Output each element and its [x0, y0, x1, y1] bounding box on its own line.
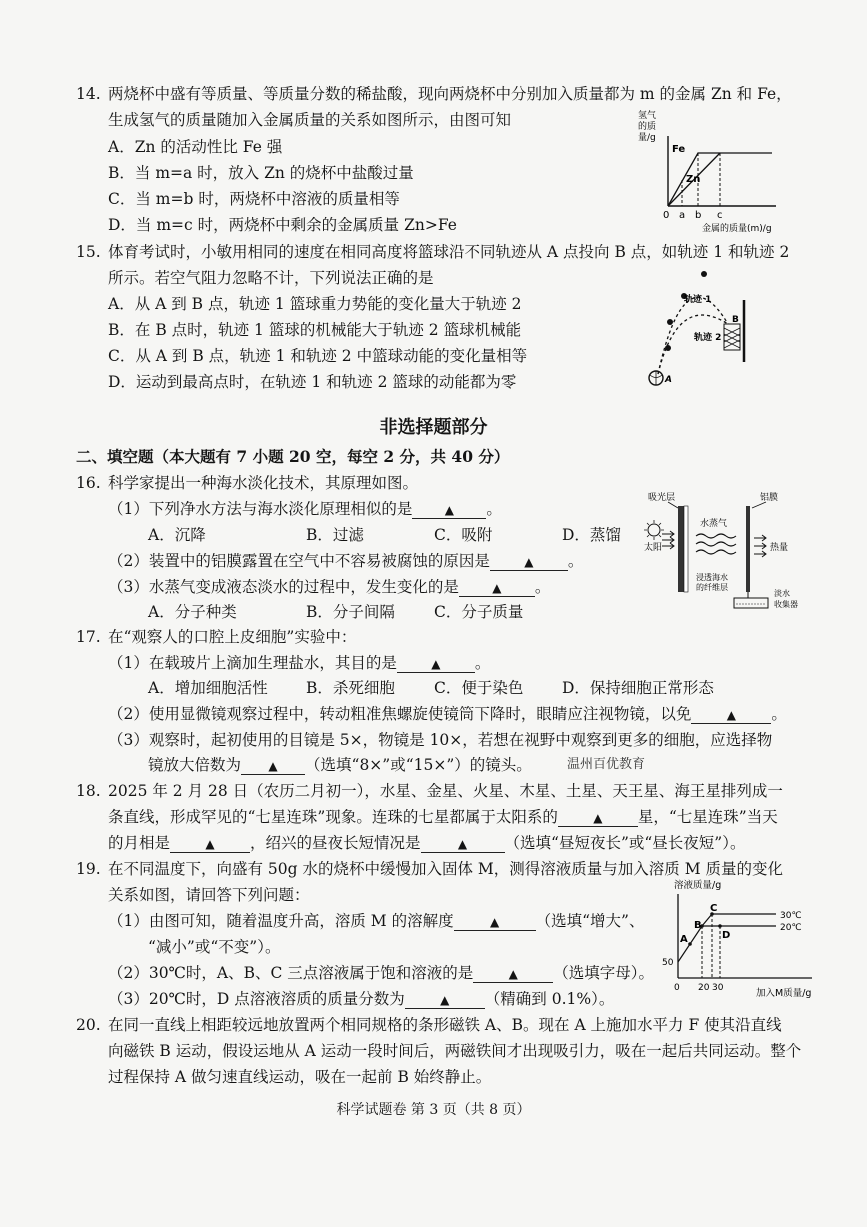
- page-footer: 科学试题卷 第 3 页（共 8 页）: [336, 1102, 531, 1118]
- answer-blank: ▲: [454, 913, 536, 931]
- q14-stem-line1: 两烧杯中盛有等质量、等质量分数的稀盐酸，现向两烧杯中分别加入质量都为 m 的金属 Zn 和 Fe，: [108, 85, 792, 103]
- q15-stem-line1: 体育考试时，小敏用相同的速度在相同高度将篮球沿不同轨迹从 A 点投向 B 点，如轨迹 1 和轨迹 2: [108, 243, 790, 261]
- answer-blank: ▲: [490, 553, 568, 571]
- q17-number: 17.: [76, 628, 101, 646]
- q19-part1-cont: “减小”或“不变”）。: [148, 938, 281, 956]
- answer-blank: ▲: [421, 835, 505, 853]
- q20-number: 20.: [76, 1016, 101, 1034]
- q16-p1-option-b: B．过滤: [306, 526, 364, 544]
- q16-seawater-label-2: 的纤维层: [696, 583, 728, 592]
- q15-track2-label: 轨迹 2: [694, 333, 722, 343]
- q17-stem: 在“观察人的口腔上皮细胞”实验中：: [108, 628, 357, 646]
- q20-line1: 在同一直线上相距较远地放置两个相同规格的条形磁铁 A、B。现在 A 上施加水平力 F 使其沿直线: [108, 1016, 782, 1034]
- q18-line1: 2025 年 2 月 28 日（农历二月初一），水星、金星、火星、木星、土星、天王星、海王星排列成一: [108, 782, 783, 800]
- q14-hydrogen-graph: [630, 108, 790, 236]
- q19-point-b: B: [694, 920, 702, 931]
- q14-fe-label: Fe: [672, 144, 686, 155]
- q17-p1-option-c: C．便于染色: [434, 679, 524, 697]
- q16-p3-option-a: A．分子种类: [148, 603, 237, 621]
- q17-part3-line1: （3）观察时，起初使用的目镜是 5×，物镜是 10×，若想在视野中观察到更多的细胞，应选择物: [108, 731, 773, 749]
- q16-part3: （3）水蒸气变成液态淡水的过程中，发生变化的是 ▲ 。: [108, 578, 551, 596]
- q14-origin: 0: [663, 210, 670, 221]
- q16-p1-option-d: D．蒸馏: [562, 526, 621, 544]
- q14-xlabel: 金属的质量(m)/g: [702, 224, 772, 234]
- q16-p1-option-a: A．沉降: [148, 526, 206, 544]
- q18-line2: 条直线，形成罕见的“七星连珠”现象。连珠的七星都属于太阳系的 ▲ 星，“七星连珠”当天: [108, 808, 778, 826]
- q15-option-c: C．从 A 到 B 点，轨迹 1 和轨迹 2 中篮球动能的变化量相等: [108, 347, 528, 365]
- answer-blank: ▲: [241, 757, 305, 775]
- q14-stem-line2: 生成氢气的质量随加入金属质量的关系如图所示，由图可知: [108, 111, 512, 129]
- q19-x20: 20: [698, 983, 710, 993]
- watermark-text: 温州百优教育: [567, 757, 646, 772]
- q18-line3: 的月相是 ▲ ，绍兴的昼夜长短情况是 ▲ （选填“昼短夜长”或“昼长夜短”）。: [108, 834, 746, 852]
- q16-p3-option-c: C．分子质量: [434, 603, 524, 621]
- answer-blank: ▲: [558, 809, 638, 827]
- q19-point-a: A: [680, 934, 688, 945]
- q19-solution-graph: [644, 878, 824, 1000]
- answer-blank: ▲: [473, 965, 553, 983]
- q15-stem-line2: 所示。若空气阻力忽略不计，下列说法正确的是: [108, 269, 434, 287]
- q19-origin: 0: [674, 983, 680, 993]
- q16-absorb-label: 吸光层: [648, 493, 676, 503]
- q19-line2: 关系如图，请回答下列问题：: [108, 886, 310, 904]
- q14-option-c: C．当 m=b 时，两烧杯中溶液的质量相等: [108, 190, 400, 208]
- q19-line1: 在不同温度下，向盛有 50g 水的烧杯中缓慢加入固体 M，测得溶液质量与加入溶质 M 质量的变化: [108, 860, 784, 878]
- section-heading: 二、填空题（本大题有 7 小题 20 空，每空 2 分，共 40 分）: [76, 447, 510, 466]
- q16-desalination-figure: [640, 490, 815, 620]
- q14-zn-label: Zn: [686, 174, 701, 185]
- q17-part3-line2: 镜放大倍数为 ▲ （选填“8×”或“15×”）的镜头。: [148, 756, 532, 774]
- q15-track1-label: 轨迹 1: [684, 295, 712, 305]
- q16-heat-label: 热量: [770, 543, 789, 553]
- q19-xlabel: 加入M质量/g: [756, 988, 812, 999]
- q16-sun-label: 太阳: [644, 543, 663, 553]
- q19-part3: （3）20℃时，D 点溶液溶质的质量分数为 ▲ （精确到 0.1%）。: [108, 990, 615, 1008]
- q14-option-a: A．Zn 的活动性比 Fe 强: [108, 138, 283, 156]
- q16-p3-option-b: B．分子间隔: [306, 603, 395, 621]
- q15-basketball-figure: [640, 262, 760, 392]
- q15-point-b: B: [732, 315, 739, 325]
- q14-ylabel-1: 氢气: [638, 111, 657, 121]
- q15-point-a: A: [665, 375, 672, 385]
- q16-part1: （1）下列净水方法与海水淡化原理相似的是 ▲ 。: [108, 500, 502, 518]
- q16-stem: 科学家提出一种海水淡化技术，其原理如图。: [108, 474, 419, 492]
- q17-part1: （1）在载玻片上滴加生理盐水，其目的是 ▲ 。: [108, 654, 491, 672]
- answer-blank: ▲: [397, 655, 475, 673]
- q19-x30: 30: [712, 983, 724, 993]
- answer-blank: ▲: [459, 579, 535, 597]
- q19-label-20c: 20℃: [780, 923, 802, 933]
- q18-number: 18.: [76, 782, 101, 800]
- q19-point-d: D: [722, 930, 731, 941]
- answer-blank: ▲: [170, 835, 250, 853]
- q16-p1-option-c: C．吸附: [434, 526, 493, 544]
- q16-seawater-label-1: 浸透海水: [696, 573, 728, 582]
- q20-line3: 过程保持 A 做匀速直线运动，吸在一起前 B 始终静止。: [108, 1068, 492, 1086]
- answer-blank: ▲: [405, 991, 485, 1009]
- q14-option-b: B．当 m=a 时，放入 Zn 的烧杯中盐酸过量: [108, 164, 414, 182]
- section-title: 非选择题部分: [379, 417, 488, 438]
- q14-ylabel-2: 的质: [638, 122, 657, 132]
- q14-tick-a: a: [679, 210, 686, 221]
- q16-number: 16.: [76, 474, 101, 492]
- q19-number: 19.: [76, 860, 101, 878]
- q15-option-a: A．从 A 到 B 点，轨迹 1 篮球重力势能的变化量大于轨迹 2: [108, 295, 522, 313]
- answer-blank: ▲: [412, 501, 486, 519]
- q17-part2: （2）使用显微镜观察过程中，转动粗准焦螺旋使镜筒下降时，眼睛应注视物镜，以免 ▲ 。: [108, 705, 787, 723]
- q19-ylabel: 溶液质量/g: [674, 880, 722, 891]
- q17-p1-option-d: D．保持细胞正常形态: [562, 679, 714, 697]
- answer-blank: ▲: [691, 706, 771, 724]
- q19-part1: （1）由图可知，随着温度升高，溶质 M 的溶解度 ▲ （选填“增大”、: [108, 912, 645, 930]
- q14-ylabel-3: 量/g: [638, 133, 656, 143]
- q14-tick-c: c: [717, 210, 723, 221]
- q16-fresh-label-1: 淡水: [774, 589, 790, 598]
- q16-part2: （2）装置中的铝膜露置在空气中不容易被腐蚀的原因是 ▲ 。: [108, 552, 584, 570]
- q17-p1-option-b: B．杀死细胞: [306, 679, 395, 697]
- q16-vapor-label: 水蒸气: [700, 519, 728, 529]
- q14-number: 14.: [76, 85, 101, 103]
- q16-al-label: 铝膜: [760, 493, 779, 503]
- q15-number: 15.: [76, 243, 101, 261]
- q16-fresh-label-2: 收集器: [774, 600, 798, 609]
- q19-part2: （2）30℃时，A、B、C 三点溶液属于饱和溶液的是 ▲ （选填字母）。: [108, 964, 655, 982]
- q15-option-d: D．运动到最高点时，在轨迹 1 和轨迹 2 篮球的动能都为零: [108, 373, 517, 391]
- q20-line2: 向磁铁 B 运动，假设运地从 A 运动一段时间后，两磁铁间才出现吸引力，吸在一起后共同运动。整个: [108, 1042, 802, 1060]
- q19-y50: 50: [662, 958, 674, 968]
- q19-point-c: C: [710, 903, 718, 914]
- q14-option-d: D．当 m=c 时，两烧杯中剩余的金属质量 Zn>Fe: [108, 216, 457, 234]
- q19-label-30c: 30℃: [780, 911, 802, 921]
- q17-p1-option-a: A．增加细胞活性: [148, 679, 268, 697]
- q15-option-b: B．在 B 点时，轨迹 1 篮球的机械能大于轨迹 2 篮球机械能: [108, 321, 522, 339]
- q14-tick-b: b: [695, 210, 702, 221]
